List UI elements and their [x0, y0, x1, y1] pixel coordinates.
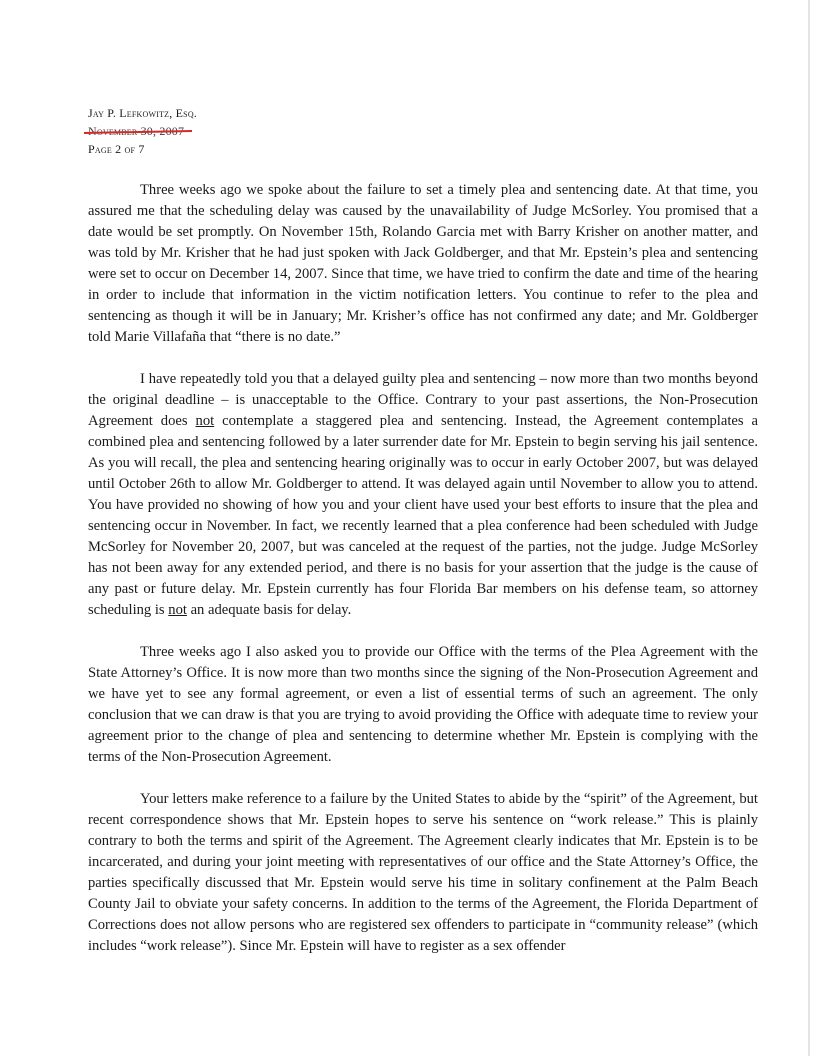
recipient-name: Jay P. Lefkowitz, Esq.	[88, 106, 197, 120]
page-number: Page 2 of 7	[88, 142, 145, 156]
underlined-not: not	[168, 602, 187, 618]
struck-date	[88, 122, 184, 140]
struck-date-line	[88, 122, 197, 140]
underlined-not: not	[195, 413, 215, 429]
paragraph-work-release: Your letters make reference to a failure by the United States to abide by the “spirit” of the Agreement, but recent correspondence shows that Mr. Epstein hopes to serve his sentence on “work release.” This is plainly contrary to both the terms and spirit of the Agreement. The Agreement clearly indicates that Mr. Epstein is to be incarcerated, and during your joint meeting with representatives of our office and the State Attorney’s Office, the parties specifically discussed that Mr. Epstein would serve his time in solitary confinement at the Palm Beach County Jail to obviate your safety concerns. In addition to the terms of the Agreement, the Florida Department of Corrections does not allow persons who are registered sex offenders to participate in “community release” (which includes “work release”). Since Mr. Epstein will have to register as a sex offender	[88, 791, 758, 954]
letter-header	[88, 104, 197, 158]
paragraph-plea-agreement-terms: Three weeks ago I also asked you to provide our Office with the terms of the Plea Agreement with the State Attorney’s Office. It is now more than two months since the signing of the Non-Prosecution Agreement and we have yet to see any formal agreement, or even a list of essential terms of such an agreement. The only conclusion that we can draw is that you are trying to avoid providing the Office with adequate time to review your agreement prior to the change of plea and sentencing to determine whether Mr. Epstein is complying with the terms of the Non-Prosecution Agreement.	[88, 644, 758, 765]
paragraph-delayed-plea: I have repeatedly told you that a delayed guilty plea and sentencing – now more than two months beyond the original deadline – is unacceptable to the Office. Contrary to your past assertions, the Non-Prosecution Agreement does not contemplate a staggered plea and sentencing. Instead, the Agreement contemplates a combined plea and sentencing followed by a later surrender date for Mr. Epstein to begin serving his jail sentence. As you will recall, the plea and sentencing hearing originally was to occur in early October 2007, but was delayed until October 26th to allow Mr. Goldberger to attend. It was delayed again until November to allow you to attend. You have provided no showing of how you and your client have used your best efforts to insure that the plea and sentencing occur in November. In fact, we recently learned that a plea conference had been scheduled with Judge McSorley for November 20, 2007, but was canceled at the request of the parties, not the judge. Judge McSorley has not been away for any extended period, and there is no basis for your assertion that the judge is the cause of any past or future delay. Mr. Epstein currently has four Florida Bar members on his defense team, so attorney scheduling is not an adequate basis for delay.	[88, 371, 758, 618]
page-edge-shadow	[808, 0, 810, 1056]
letter-body	[88, 180, 758, 957]
paragraph-plea-date: Three weeks ago we spoke about the failure to set a timely plea and sentencing date. At that time, you assured me that the scheduling delay was caused by the unavailability of Judge McSorley. You promised that a date would be set promptly. On November 15th, Rolando Garcia met with Barry Krisher on another matter, and was told by Mr. Krisher that he had just spoken with Jack Goldberger, and that Mr. Epstein’s plea and sentencing were set to occur on December 14, 2007. Since that time, we have tried to confirm the date and time of the hearing in order to include that information in the victim notification letters. You continue to refer to the plea and sentencing as though it will be in January; Mr. Krisher’s office has not confirmed any date; and Mr. Goldberger told Marie Villafaña that “there is no date.”	[88, 182, 758, 345]
